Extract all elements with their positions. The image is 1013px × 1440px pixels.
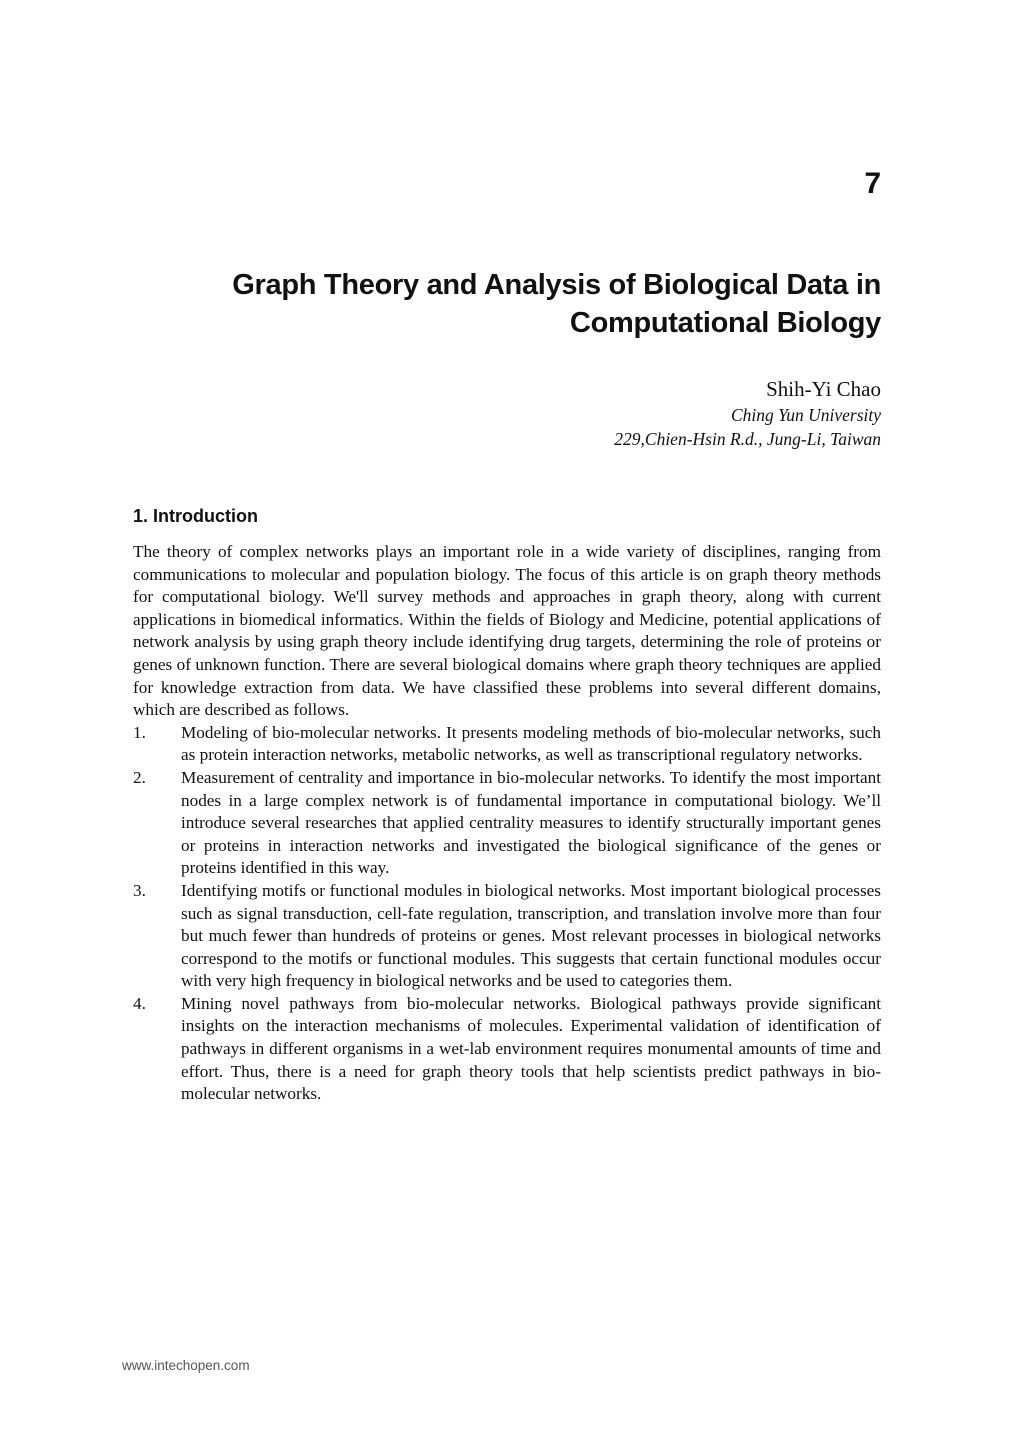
- author-address: 229,Chien-Hsin R.d., Jung-Li, Taiwan: [614, 429, 881, 449]
- list-text: Mining novel pathways from bio-molecular networks. Biological pathways provide significant insights on the interaction mechanisms of molecules. Experimental validation of identification of pathways in different organisms in a wet-lab environment requires monumental amounts of time and effort. Thus, there is a need for graph theory tools that help scientists predict pathways in bio-molecular networks.: [181, 993, 881, 1104]
- list-text: Modeling of bio-molecular networks. It presents modeling methods of bio-molecular networks, such as protein interaction networks, metabolic networks, as well as transcriptional regulatory networks.: [181, 722, 881, 765]
- list-number: 1.: [133, 722, 146, 742]
- section-heading: 1. Introduction: [133, 506, 258, 526]
- list-number: 2.: [133, 767, 146, 787]
- intro-paragraph: The theory of complex networks plays an important role in a wide variety of disciplines, ranging from communications to molecular and population biology. The focus of this article is on graph theory methods for computational biology. We'll survey methods and approaches in graph theory, along with current applications in biomedical informatics. Within the fields of Biology and Medicine, potential applications of network analysis by using graph theory include identifying drug targets, determining the role of proteins or genes of unknown function. There are several biological domains where graph theory techniques are applied for knowledge extraction from data. We have classified these problems into several different domains, which are described as follows.: [133, 542, 881, 720]
- domain-list: [133, 722, 881, 1106]
- list-item: [133, 767, 881, 880]
- list-number: 3.: [133, 880, 146, 900]
- chapter-title: [130, 266, 881, 342]
- list-item: [133, 722, 881, 767]
- list-text: Identifying motifs or functional modules in biological networks. Most important biological processes such as signal transduction, cell-fate regulation, transcription, and translation involve more than four but much fewer than hundreds of proteins or genes. Most relevant processes in biological networks correspond to the motifs or functional modules. This suggests that certain functional modules occur with very high frequency in biological networks and be used to categories them.: [181, 880, 881, 991]
- author-affiliation: Ching Yun University: [730, 405, 881, 425]
- author-block: [614, 375, 881, 451]
- list-item: [133, 880, 881, 993]
- list-item: [133, 993, 881, 1106]
- section-body: [133, 541, 881, 1106]
- list-text: Measurement of centrality and importance in bio-molecular networks. To identify the most important nodes in a large complex network is of fundamental importance in computational biology. We’ll introduce several researches that applied centrality measures to identify structurally important genes or proteins in interaction networks and investigated the biological significance of the genes or proteins identified in this way.: [181, 767, 881, 878]
- chapter-title-line: Computational Biology: [569, 307, 881, 339]
- list-number: 4.: [133, 993, 146, 1013]
- chapter-title-line: Graph Theory and Analysis of Biological Data in: [232, 269, 881, 301]
- footer-url[interactable]: www.intechopen.com: [122, 1358, 250, 1373]
- chapter-number: 7: [864, 167, 881, 200]
- author-name: Shih-Yi Chao: [766, 377, 881, 401]
